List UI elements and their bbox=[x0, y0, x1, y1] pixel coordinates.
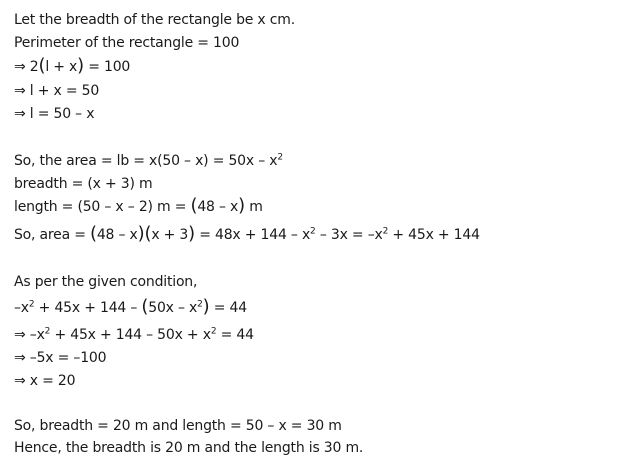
line-x-eq-20 bbox=[14, 373, 75, 390]
text-l-eq: ⇒ l = 50 – x bbox=[14, 106, 95, 122]
paren-close: ) bbox=[238, 195, 245, 216]
line-neg-5x bbox=[14, 350, 106, 367]
exponent: 2 bbox=[210, 326, 217, 337]
line-length bbox=[14, 195, 263, 216]
line-so-breadth bbox=[14, 418, 342, 435]
exponent: 2 bbox=[197, 299, 203, 310]
text-implies-2: ⇒ 2 bbox=[14, 59, 39, 75]
text-eq-44: = 44 bbox=[209, 300, 247, 316]
line-new-area bbox=[14, 223, 480, 244]
text-neg-5x: ⇒ –5x = –100 bbox=[14, 350, 107, 366]
line-2-l-plus-x bbox=[14, 55, 131, 76]
exponent: 2 bbox=[277, 152, 283, 163]
line-l-eq bbox=[14, 106, 94, 123]
exponent: 2 bbox=[382, 226, 389, 237]
paren-open: ( bbox=[190, 195, 198, 216]
text-50x-minus-x: 50x – x bbox=[148, 300, 198, 316]
text-48-minus-x: 48 – x bbox=[197, 199, 239, 215]
text-expand: = 48x + 144 – x bbox=[194, 227, 311, 243]
text-neg-x: –x bbox=[14, 300, 29, 316]
line-perimeter bbox=[14, 35, 239, 52]
line-conclusion bbox=[14, 440, 363, 457]
text-l-plus-x: l + x bbox=[45, 59, 78, 75]
text-so-breadth: So, breadth = 20 m and length = 50 – x = 30 m bbox=[14, 418, 342, 434]
exponent: 2 bbox=[44, 326, 51, 337]
line-breadth bbox=[14, 176, 152, 193]
text-result: + 45x + 144 bbox=[388, 227, 480, 243]
text-area: So, the area = lb = x(50 – x) = 50x – x bbox=[14, 153, 278, 169]
line-l-plus-x-50 bbox=[14, 83, 99, 100]
text-implies-neg-x: ⇒ –x bbox=[14, 327, 45, 343]
text-45x-144: + 45x + 144 – bbox=[34, 300, 142, 316]
line-expanded bbox=[14, 327, 254, 344]
text-length: length = (50 – x – 2) m = bbox=[14, 199, 191, 215]
text-x-plus-3: x + 3 bbox=[151, 227, 189, 243]
text-eq-44: = 44 bbox=[216, 327, 254, 343]
paren-close: ) bbox=[188, 223, 195, 244]
text-perimeter: Perimeter of the rectangle = 100 bbox=[14, 35, 240, 51]
paren-close: ) bbox=[77, 55, 84, 76]
exponent: 2 bbox=[28, 299, 35, 310]
line-area bbox=[14, 153, 283, 170]
text-conclusion: Hence, the breadth is 20 m and the length is 30 m. bbox=[14, 440, 364, 456]
text-terms: + 45x + 144 – 50x + x bbox=[50, 327, 211, 343]
text-m: m bbox=[244, 199, 263, 215]
text-breadth: breadth = (x + 3) m bbox=[14, 176, 153, 192]
line-equation bbox=[14, 296, 247, 317]
text-48-minus-x: 48 – x bbox=[96, 227, 138, 243]
text-condition: As per the given condition, bbox=[14, 274, 198, 290]
text-x-eq-20: ⇒ x = 20 bbox=[14, 373, 76, 389]
paren-close-open: )( bbox=[137, 223, 152, 244]
paren-open: ( bbox=[90, 223, 97, 244]
line-let-breadth bbox=[14, 12, 295, 29]
text-eq-100: = 100 bbox=[83, 59, 131, 75]
text-l-plus-x-50: ⇒ l + x = 50 bbox=[14, 83, 100, 99]
paren-open: ( bbox=[38, 55, 46, 76]
text-minus-3x: – 3x = –x bbox=[315, 227, 383, 243]
paren-open: ( bbox=[141, 296, 149, 317]
paren-close: ) bbox=[202, 296, 210, 317]
text-so-area: So, area = bbox=[14, 227, 91, 243]
line-condition bbox=[14, 274, 197, 291]
text-let-breadth: Let the breadth of the rectangle be x cm. bbox=[14, 12, 295, 28]
exponent: 2 bbox=[310, 226, 316, 237]
